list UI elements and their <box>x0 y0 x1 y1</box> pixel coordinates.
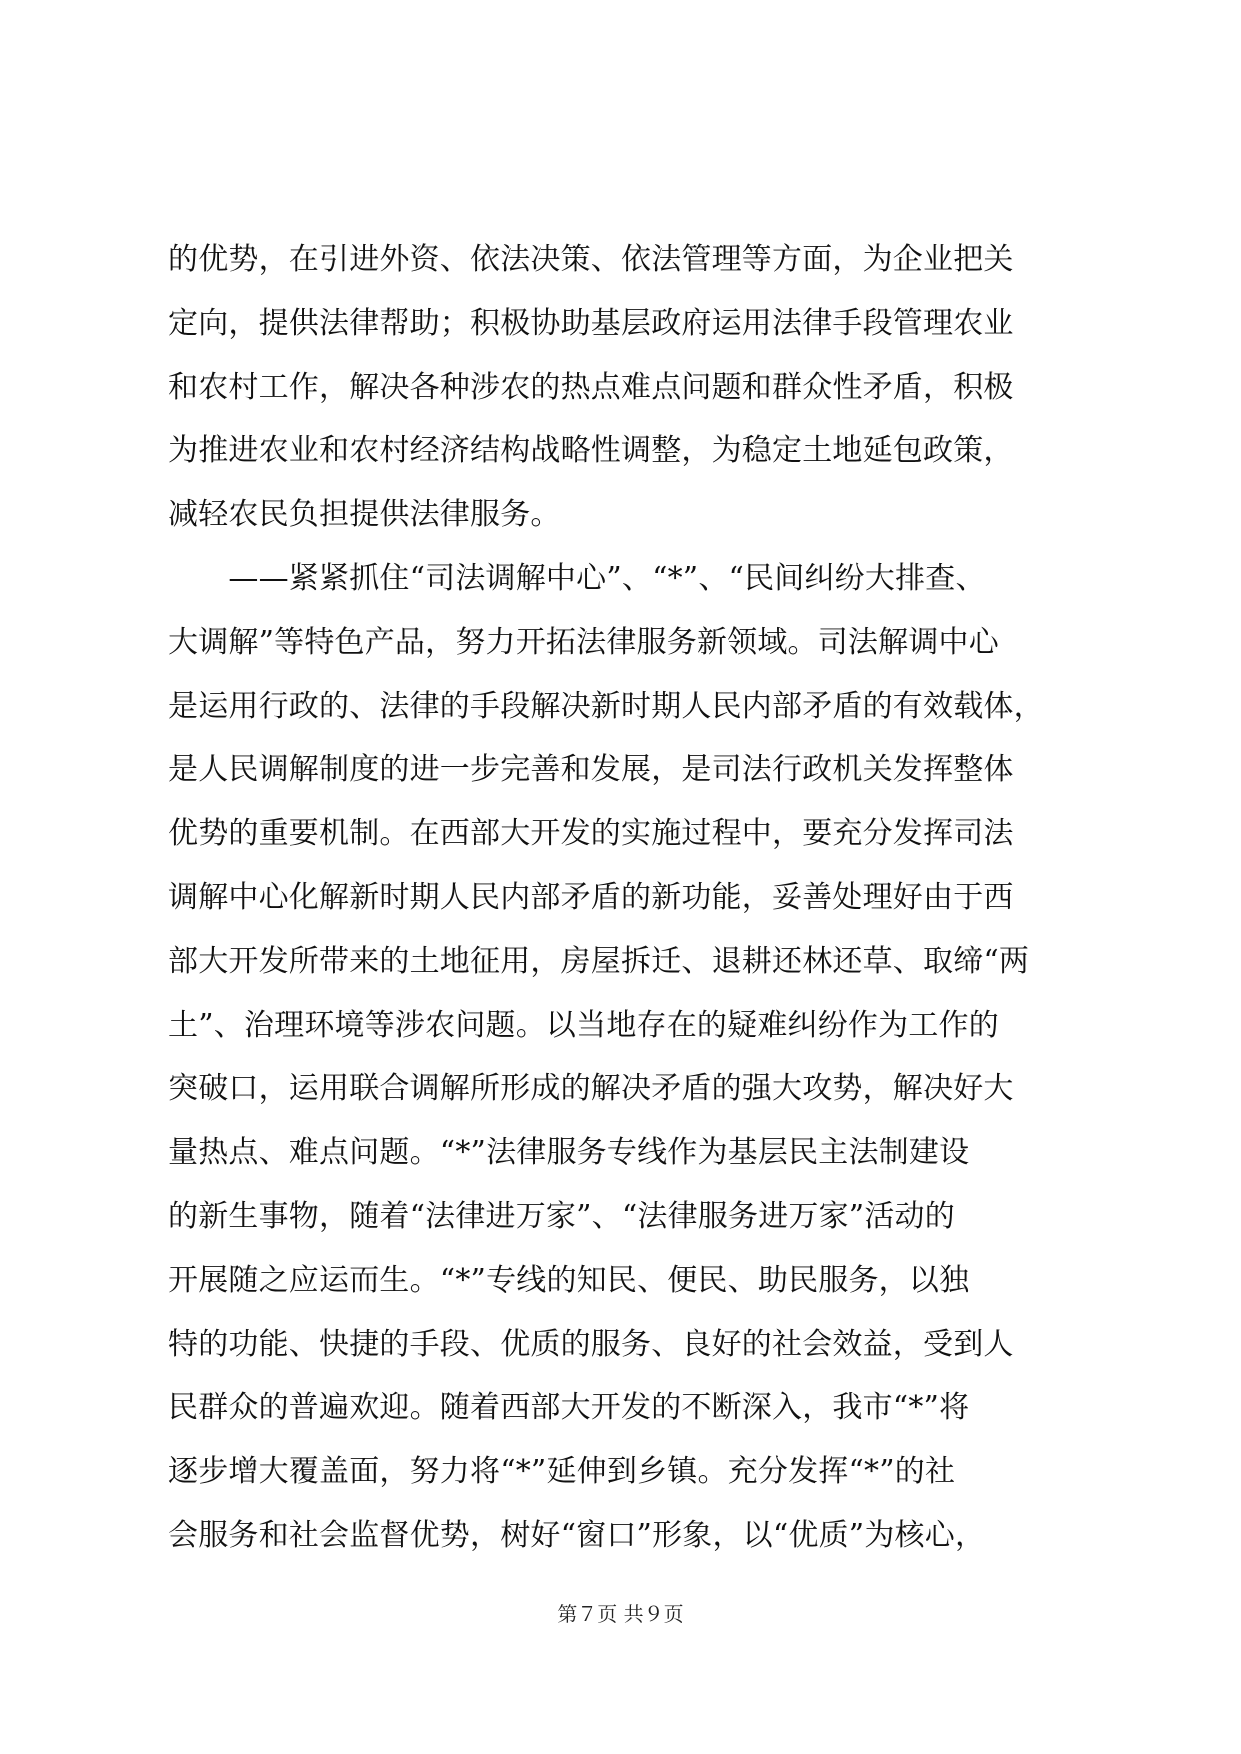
text-line: 开展随之应运而生。“*”专线的知民、便民、助民服务，以独 <box>168 1262 970 1298</box>
text-line: 民群众的普遍欢迎。随着西部大开发的不断深入，我市“*”将 <box>168 1390 970 1426</box>
text-line: 逐步增大覆盖面，努力将“*”延伸到乡镇。充分发挥“*”的社 <box>168 1454 956 1490</box>
text-line: ——紧紧抓住“司法调解中心”、“*”、“民间纠纷大排查、 <box>168 560 986 596</box>
text-line: 突破口，运用联合调解所形成的解决矛盾的强大攻势，解决好大 <box>168 1071 1014 1107</box>
text-line: 是人民调解制度的进一步完善和发展，是司法行政机关发挥整体 <box>168 752 1014 788</box>
body-text <box>168 228 1088 1568</box>
text-line: 调解中心化解新时期人民内部矛盾的新功能，妥善处理好由于西 <box>168 879 1014 915</box>
text-line: 部大开发所带来的土地征用，房屋拆迁、退耕还林还草、取缔“两 <box>168 943 1030 979</box>
page-footer <box>0 1600 1241 1628</box>
text-line: 会服务和社会监督优势，树好“窗口”形象，以“优质”为核心， <box>168 1517 986 1553</box>
text-line: 土”、治理环境等涉农问题。以当地存在的疑难纠纷作为工作的 <box>168 1007 999 1043</box>
text-line: 优势的重要机制。在西部大开发的实施过程中，要充分发挥司法 <box>168 816 1014 852</box>
text-line: 和农村工作，解决各种涉农的热点难点问题和群众性矛盾，积极 <box>168 369 1014 405</box>
text-line: 大调解”等特色产品，努力开拓法律服务新领域。司法解调中心 <box>168 624 999 660</box>
text-line: 是运用行政的、法律的手段解决新时期人民内部矛盾的有效载体， <box>168 688 1044 724</box>
text-line: 定向，提供法律帮助；积极协助基层政府运用法律手段管理农业 <box>168 305 1014 341</box>
text-line: 减轻农民负担提供法律服务。 <box>168 497 561 533</box>
text-line: 为推进农业和农村经济结构战略性调整，为稳定土地延包政策， <box>168 433 1014 469</box>
text-line: 的优势，在引进外资、依法决策、依法管理等方面，为企业把关 <box>168 242 1014 277</box>
text-line: 量热点、难点问题。“*”法律服务专线作为基层民主法制建设 <box>168 1135 970 1171</box>
page-number: 第７页 共９页 <box>557 1602 684 1626</box>
text-line: 特的功能、快捷的手段、优质的服务、良好的社会效益，受到人 <box>168 1326 1014 1362</box>
text-line: 的新生事物，随着“法律进万家”、“法律服务进万家”活动的 <box>168 1198 955 1234</box>
